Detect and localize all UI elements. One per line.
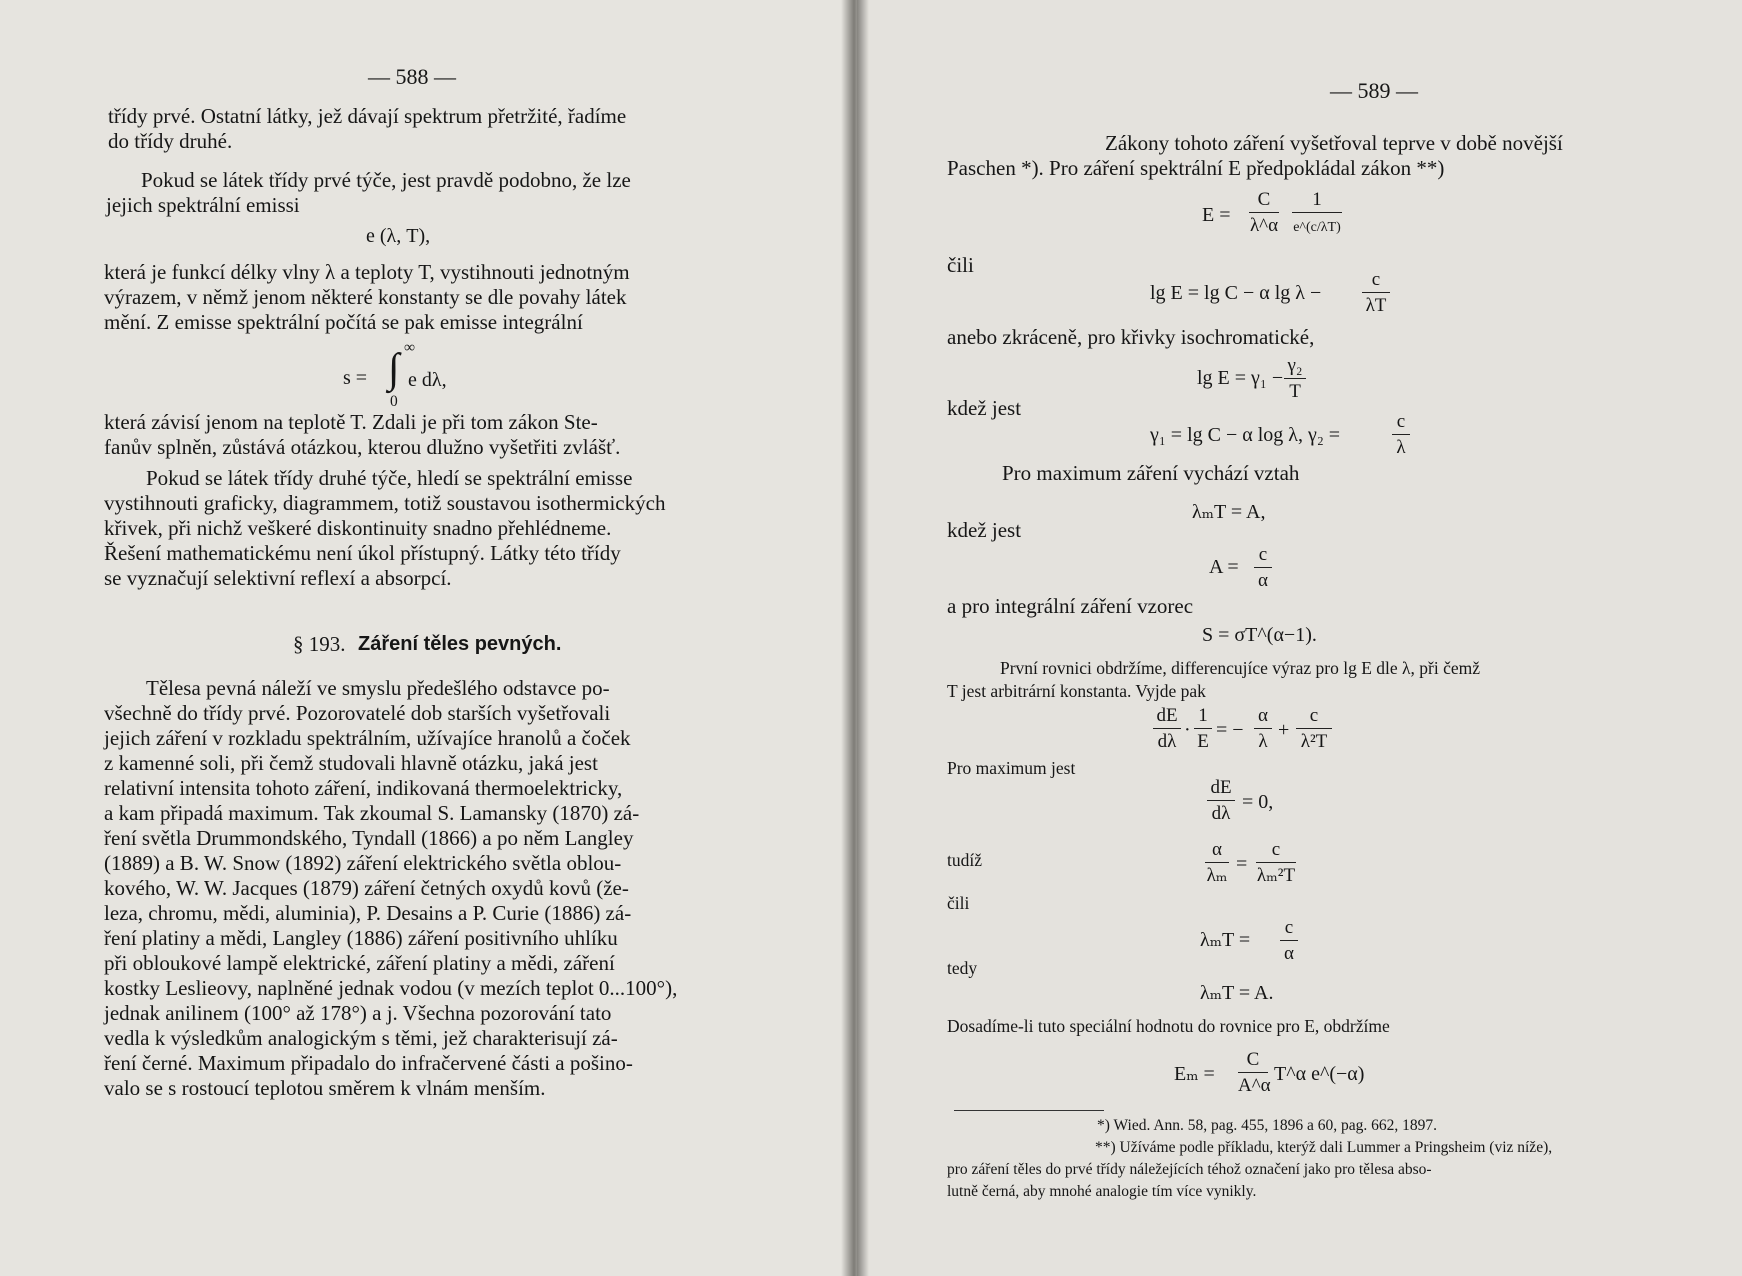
numerator: C	[1257, 189, 1271, 210]
text-line: kdež jest	[947, 518, 1022, 542]
text-line: kostky Leslieovy, naplněné jednak vodou (v mezích teplot 0...100°),	[104, 976, 678, 1000]
equation-s-lhs: s =	[343, 367, 368, 389]
text-line: tudíž	[947, 850, 982, 870]
eq13-rhs: T^α e^(−α)	[1274, 1063, 1365, 1085]
denominator: T	[1289, 381, 1301, 402]
text-line: Řešení mathematickému není úkol přístupný. Látky této třídy	[104, 541, 621, 565]
eq3-frac	[1284, 356, 1306, 401]
integral-upper-limit: ∞	[404, 339, 416, 356]
footnote: pro záření těles do prvé třídy náležejících téhož označení jako pro tělesa abso-	[947, 1161, 1432, 1178]
text-line: mění. Z emisse spektrální počítá se pak emisse integrální	[104, 310, 583, 334]
text-line: Paschen *). Pro záření spektrální E předpokládal zákon **)	[947, 156, 1445, 180]
eq8-plus: +	[1278, 719, 1290, 741]
denominator: α	[1258, 570, 1268, 591]
denominator: λ	[1258, 731, 1268, 752]
text-line: výrazem, v němž jenom některé konstanty se dle povahy látek	[104, 285, 627, 309]
numerator: C	[1246, 1049, 1260, 1070]
section-number: § 193.	[293, 632, 346, 656]
text-line: anebo zkráceně, pro křivky isochromatické,	[947, 325, 1315, 349]
eq1-lhs: E =	[1202, 204, 1231, 226]
denominator: λ	[1396, 437, 1406, 458]
text-line: ření platiny a mědi, Langley (1886) záření positivního uhlíku	[104, 926, 618, 950]
eq1-frac2	[1292, 190, 1342, 235]
text-line: valo se s rostoucí teplotou směrem k vlnám menším.	[104, 1076, 546, 1100]
text-line: čili	[947, 893, 970, 913]
eq10-frac1	[1205, 840, 1229, 885]
numerator: γ₂	[1287, 355, 1303, 376]
page-number: — 589 —	[1330, 78, 1418, 103]
text-line: Tělesa pevná náleží ve smyslu předešlého odstavce po-	[146, 676, 610, 700]
text-line: leza, chromu, mědi, aluminia), P. Desains a P. Curie (1886) zá-	[104, 901, 632, 925]
text-line: kdež jest	[947, 396, 1022, 420]
equation-e: e (λ, T),	[366, 225, 431, 247]
numerator: c	[1284, 917, 1294, 938]
eq3-lhs: lg E = γ₁ −	[1197, 367, 1284, 389]
denominator: λₘ	[1206, 865, 1228, 886]
eq13-frac	[1238, 1049, 1271, 1096]
numerator: dE	[1156, 705, 1178, 726]
text-line: do třídy druhé.	[108, 129, 233, 153]
text-line: Pokud se látek třídy druhé týče, hledí se spektrální emisse	[146, 466, 633, 490]
text-line: ření černé. Maximum připadalo do infračervené části a pošino-	[104, 1051, 633, 1075]
right-page	[857, 0, 1742, 1276]
numerator: c	[1309, 705, 1319, 726]
eq12: λₘT = A.	[1200, 982, 1274, 1004]
eq4-frac	[1392, 412, 1410, 457]
text-line: a pro integrální záření vzorec	[947, 594, 1194, 618]
text-line: První rovnici obdržíme, differencujíce výraz pro lg E dle λ, při čemž	[1000, 658, 1481, 678]
text-line: všechně do třídy prvé. Pozorovatelé dob starších vyšetřovali	[104, 701, 611, 725]
eq1-frac1	[1249, 190, 1279, 235]
text-line: vedla k výsledkům analogickým s těmi, jež charakterisují zá-	[104, 1026, 618, 1050]
numerator: c	[1371, 269, 1381, 290]
denominator: λₘ²T	[1256, 865, 1296, 886]
denominator: A^α	[1238, 1075, 1271, 1096]
numerator: dE	[1210, 777, 1232, 798]
eq7: S = σT^(α−1).	[1202, 624, 1317, 646]
text-line: která je funkcí délky vlny λ a teploty T, vystihnouti jednotným	[104, 260, 630, 284]
text-line: čili	[947, 253, 974, 277]
denominator: dλ	[1157, 731, 1177, 752]
eq9-rhs: = 0,	[1242, 791, 1274, 813]
integral-sign: ∫	[388, 346, 400, 392]
eq8-frac4	[1296, 706, 1332, 751]
text-line: a kam připadá maximum. Tak zkoumal S. Lamansky (1870) zá-	[104, 801, 640, 825]
text-line: ření světla Drummondského, Tyndall (1866) a po něm Langley	[104, 826, 634, 850]
numerator: α	[1212, 839, 1222, 860]
text-line: se vyznačují selektivní reflexí a absorpcí.	[104, 566, 452, 590]
eq8-frac2	[1194, 706, 1212, 751]
numerator: 1	[1198, 705, 1208, 726]
denominator: E	[1197, 731, 1209, 752]
book-gutter-shadow	[857, 0, 869, 1276]
text-line: Pro maximum jest	[947, 758, 1076, 778]
denominator: λT	[1365, 295, 1387, 316]
text-line: jejich záření v rozkladu spektrálním, užívajíce hranolů a čoček	[104, 726, 631, 750]
denominator: α	[1284, 943, 1294, 964]
text-line: T jest arbitrární konstanta. Vyjde pak	[947, 681, 1206, 701]
eq10-frac2	[1256, 840, 1296, 885]
eq2-frac	[1362, 270, 1390, 315]
integral-lower-limit: 0	[390, 393, 398, 410]
footnote: **) Užíváme podle příkladu, kterýž dali Lummer a Pringsheim (viz níže),	[1095, 1139, 1553, 1156]
eq8-frac3	[1254, 706, 1272, 751]
eq9-frac	[1207, 778, 1235, 823]
text-line: (1889) a B. W. Snow (1892) záření elektrického světla oblou-	[104, 851, 622, 875]
text-line: fanův splněn, zůstává otázkou, kterou dlužno vyšetřiti zvlášť.	[104, 435, 621, 459]
numerator: α	[1258, 705, 1268, 726]
numerator: c	[1271, 839, 1281, 860]
text-line: Zákony tohoto záření vyšetřoval teprve v době novější	[1105, 131, 1563, 155]
eq10-equals: =	[1236, 853, 1248, 875]
text-line: vystihnouti graficky, diagrammem, totiž soustavou isothermických	[104, 491, 666, 515]
page-number: — 588 —	[368, 64, 456, 89]
text-line: Pokud se látek třídy prvé týče, jest pravdě podobno, že lze	[141, 168, 631, 192]
eq8-dot: ·	[1184, 719, 1191, 741]
denominator: λ^α	[1249, 215, 1279, 236]
denominator: λ²T	[1300, 731, 1328, 752]
eq2-lhs: lg E = lg C − α lg λ −	[1150, 282, 1322, 304]
numerator: c	[1258, 544, 1268, 565]
left-page	[0, 0, 857, 1276]
text-line: Pro maximum záření vychází vztah	[1002, 461, 1300, 485]
text-line: jednak anilinem (100° až 178°) a j. Všechna pozorování tato	[104, 1001, 612, 1025]
eq8-frac1	[1153, 706, 1181, 751]
text-line: kového, W. W. Jacques (1879) záření četných oxydů kovů (že-	[104, 876, 629, 900]
denominator: dλ	[1211, 803, 1231, 824]
text-line: třídy prvé. Ostatní látky, jež dávají spektrum přetržité, řadíme	[108, 104, 627, 128]
eq8-mid: = −	[1216, 719, 1244, 741]
eq6-frac	[1254, 545, 1272, 590]
text-line: Dosadíme-li tuto speciální hodnotu do rovnice pro E, obdržíme	[947, 1016, 1390, 1036]
eq4-lhs: γ₁ = lg C − α log λ, γ₂ =	[1150, 424, 1341, 446]
numerator: c	[1396, 411, 1406, 432]
text-line: relativní intensita tohoto záření, indikovaná thermoelektricky,	[104, 776, 623, 800]
eq11-frac	[1280, 918, 1298, 963]
text-line: při obloukové lampě elektrické, záření platiny a mědi, záření	[104, 951, 615, 975]
text-line: z kamenné soli, při čemž studovali hlavně otázku, jaká jest	[104, 751, 598, 775]
eq6-lhs: A =	[1209, 556, 1239, 578]
book-gutter-shadow	[841, 0, 857, 1276]
eq13-lhs: Eₘ =	[1174, 1063, 1215, 1085]
eq11-lhs: λₘT =	[1200, 929, 1251, 951]
text-line: jejich spektrální emissi	[106, 193, 300, 217]
equation-s-body: e dλ,	[408, 369, 447, 391]
footnote: lutně černá, aby mnohé analogie tím více vynikly.	[947, 1183, 1257, 1200]
footnote: *) Wied. Ann. 58, pag. 455, 1896 a 60, pag. 662, 1897.	[1097, 1117, 1438, 1134]
numerator: 1	[1312, 189, 1322, 210]
text-line: která závisí jenom na teplotě T. Zdali je při tom zákon Ste-	[104, 410, 598, 434]
text-line: tedy	[947, 958, 978, 978]
eq5: λₘT = A,	[1192, 501, 1266, 523]
text-line: křivek, při nichž veškeré diskontinuity snadno přehlédneme.	[104, 516, 612, 540]
denominator: e^(c/λT)	[1293, 220, 1341, 235]
footnote-rule	[954, 1110, 1104, 1111]
section-title: Záření těles pevných.	[358, 633, 562, 655]
